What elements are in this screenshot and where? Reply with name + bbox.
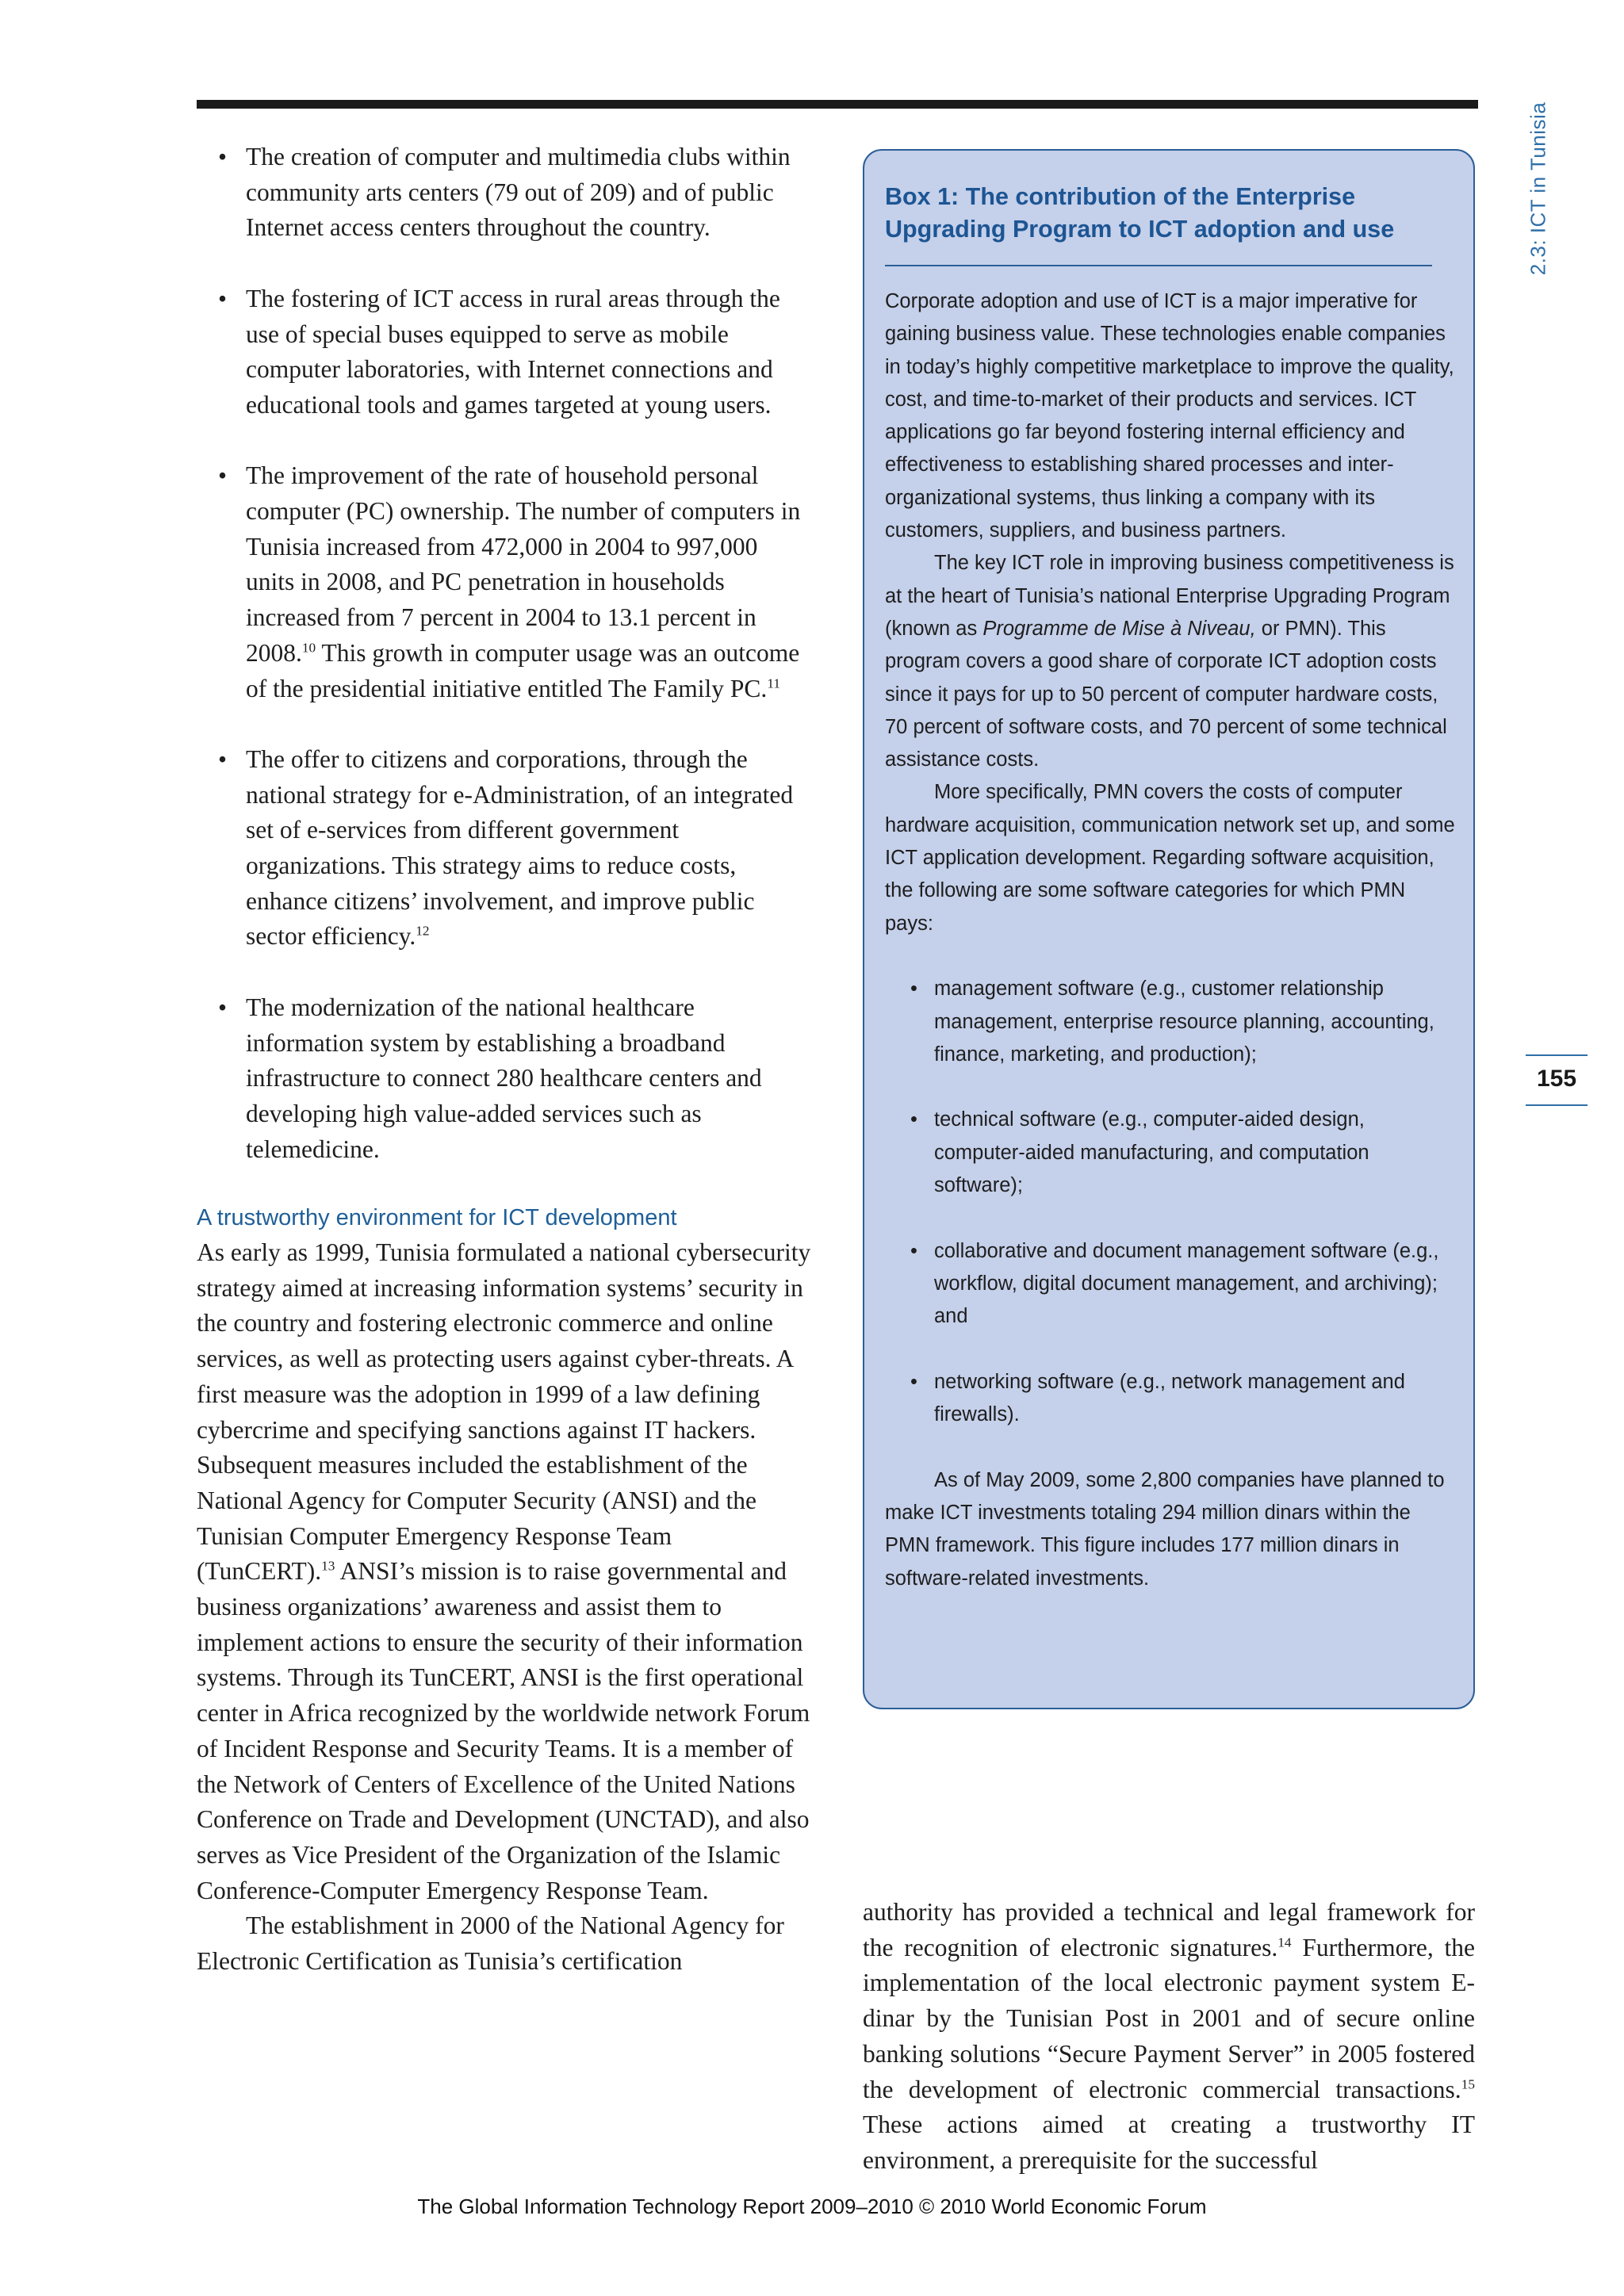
- sidebar-box: [863, 149, 1475, 1709]
- page-number-rule-top: [1526, 1054, 1588, 1056]
- box-paragraph: As of May 2009, some 2,800 companies have planned to make ICT investments totaling 294 million dinars within the PMN framework. This figure includes 177 million dinars in software-related investments.: [885, 1468, 1445, 1590]
- footnote-ref: 14: [1277, 1934, 1292, 1950]
- page-number-rule-bottom: [1526, 1104, 1588, 1106]
- bullet-icon: •: [910, 1108, 917, 1131]
- body-paragraph: As early as 1999, Tunisia formulated a national cybersecurity strategy aimed at increasing information systems’ security in the country and fostering electronic commerce and online services, as well as protecting users against cyber-threats. A first measure was the adoption in 1999 of a law defining cybercrime and specifying sanctions against IT hackers. Subsequent measures included the establishment of the National Agency for Computer Security (ANSI) and the Tunisian Computer Emergency Response Team (TunCERT).$^{13}$ ANSI’s mission is to raise governmental and business organizations’ awareness and assist them to implement actions to ensure the security of their information systems. Through its TunCERT, ANSI is the first operational center in Africa recognized by the worldwide network Forum of Incident Response and Security Teams. It is a member of the Network of Centers of Excellence of the United Nations Conference on Trade and Development (UNCTAD), and also serves as Vice President of the Organization of the Islamic Conference-Computer Emergency Response Team.: [197, 1238, 811, 1904]
- list-item: • The fostering of ICT access in rural areas through the use of special buses equipped to serve as mobile computer laboratories, with Internet connections and educational tools and games targeted at young users.: [197, 281, 811, 423]
- list-item: • The offer to citizens and corporations, through the national strategy for e-Administration, of an integrated set of e-services from different government organizations. This strategy aims to reduce costs, enhance citizens’ involvement, and improve public sector efficiency.$^{12}$: [197, 742, 811, 955]
- left-column: [197, 140, 811, 1980]
- box-divider: [885, 265, 1432, 266]
- footnote-ref: 11: [767, 675, 780, 691]
- section-label-text: 2.3: ICT in Tunisia: [1526, 101, 1550, 276]
- bullet-icon: •: [910, 1239, 917, 1262]
- footnote-ref: 10: [301, 640, 316, 656]
- box-body: [885, 285, 1456, 1595]
- box-paragraph: Corporate adoption and use of ICT is a major imperative for gaining business value. These technologies enable companies in today’s highly competitive marketplace to improve the quality, cost, and time-to-market of their products and services. ICT applications go far beyond fostering internal efficiency and effectiveness to establishing shared processes and inter-organizational systems, thus linking a company with its customers, suppliers, and business partners.: [885, 290, 1454, 542]
- body-paragraph: authority has provided a technical and legal framework for the recognition of electronic signatures.$^{14}$ Furthermore, the implementation of the local electronic payment system E-dinar by the Tunisian Post in 2001 and of secure online banking solutions “Secure Payment Server” in 2005 fostered the development of electronic commercial transactions.$^{15}$ These actions aimed at creating a trustworthy IT environment, a prerequisite for the successful: [863, 1898, 1475, 2174]
- box-paragraph: More specifically, PMN covers the costs of computer hardware acquisition, communication network set up, and some ICT application development. Regarding software acquisition, the following are some software categories for which PMN pays:: [885, 781, 1455, 935]
- footnote-ref: 12: [416, 923, 430, 939]
- box-paragraph: The key ICT role in improving business competitiveness is at the heart of Tunisia’s national Enterprise Upgrading Program (known as Programme de Mise à Niveau, or PMN). This program covers a good share of corporate ICT adoption costs since it pays for up to 50 percent of computer hardware costs, 70 percent of software costs, and 70 percent of some technical assistance costs.: [885, 552, 1454, 771]
- top-rule: [197, 100, 1478, 109]
- list-item: • The modernization of the national healthcare information system by establishing a broadband infrastructure to connect 280 healthcare centers and developing high value-added services such as telemedicine.: [197, 990, 811, 1168]
- page-footer: The Global Information Technology Report 2009–2010 © 2010 World Economic Forum: [417, 2195, 1207, 2218]
- bullet-icon: •: [218, 284, 228, 312]
- bullet-icon: •: [910, 978, 917, 1001]
- footnote-ref: 15: [1461, 2076, 1475, 2092]
- list-item: • management software (e.g., customer relationship management, enterprise resource planning, accounting, finance, marketing, and production);: [885, 973, 1456, 1071]
- section-label: [1519, 98, 1557, 279]
- footnote-ref: 13: [321, 1558, 335, 1574]
- italic-text: Programme de Mise à Niveau,: [982, 617, 1256, 640]
- list-item: • The creation of computer and multimedia clubs within community arts centers (79 out of 209) and of public Internet access centers throughout the country.: [197, 140, 811, 246]
- bullet-icon: •: [218, 993, 228, 1021]
- bullet-icon: •: [218, 744, 228, 773]
- body-paragraph: The establishment in 2000 of the National Agency for Electronic Certification as Tunisia’s certification: [197, 1911, 784, 1976]
- list-item: • The improvement of the rate of household personal computer (PC) ownership. The number of computers in Tunisia increased from 472,000 in 2004 to 997,000 units in 2008, and PC penetration in households increased from 7 percent in 2004 to 13.1 percent in 2008.10 This growth in computer usage was an outcome of the presidential initiative entitled The Family PC.$^{11}$: [197, 458, 811, 706]
- right-column: [863, 1895, 1475, 2179]
- list-item: • technical software (e.g., computer-aided design, computer-aided manufacturing, and computation software);: [885, 1104, 1456, 1202]
- list-item: • networking software (e.g., network management and firewalls).: [885, 1366, 1456, 1432]
- box-title: Box 1: The contribution of the Enterprise Upgrading Program to ICT adoption and use: [885, 183, 1395, 243]
- software-categories-list: [885, 973, 1456, 1431]
- bullet-icon: •: [910, 1370, 917, 1393]
- list-item: • collaborative and document management software (e.g., workflow, digital document management, and archiving); and: [885, 1235, 1456, 1334]
- bullet-icon: •: [218, 461, 228, 490]
- initiatives-list: [197, 140, 811, 1167]
- bullet-icon: •: [218, 143, 228, 170]
- section-heading: A trustworthy environment for ICT development: [197, 1205, 677, 1231]
- page-number: 155: [1536, 1066, 1577, 1092]
